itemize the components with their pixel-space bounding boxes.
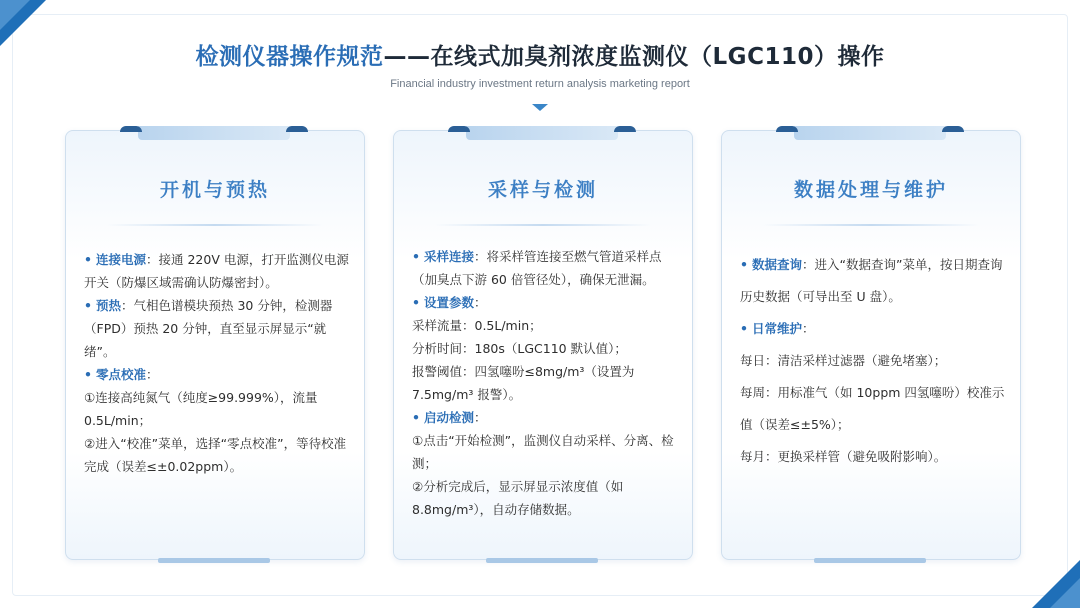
bullet: • — [740, 257, 748, 272]
card-paragraph — [412, 245, 678, 291]
corner-decoration-bottom-right-inner — [1050, 578, 1080, 608]
paragraph-heading: 连接电源 — [95, 252, 146, 267]
card-tab-decoration — [466, 126, 618, 140]
bullet: • — [84, 298, 92, 313]
card-title: 数据处理与维护 — [793, 179, 948, 201]
card-paragraph: ①点击“开始检测”，监测仪自动采样、分离、检测； — [412, 433, 674, 471]
card-divider — [106, 224, 324, 226]
page-title-rest: ——在线式加臭剂浓度监测仪（LGC110）操作 — [383, 44, 885, 70]
corner-decoration-top-left-inner — [0, 0, 30, 30]
card-paragraph: ②进入“校准”菜单，选择“零点校准”，等待校准完成（误差≤±0.02ppm）。 — [84, 436, 347, 474]
paragraph-text: ： — [146, 367, 159, 382]
card-paragraph — [412, 291, 678, 314]
card-paragraph — [84, 294, 350, 363]
paragraph-text: ：将采样管连接至燃气管道采样点（加臭点下游 60 倍管径处），确保无泄漏。 — [412, 249, 662, 287]
card-foot-decoration — [814, 558, 926, 563]
card-foot-decoration — [158, 558, 270, 563]
card-tab-decoration — [138, 126, 290, 140]
bullet: • — [84, 367, 92, 382]
card-foot-decoration — [486, 558, 598, 563]
card-body — [84, 248, 350, 478]
card-sampling-detection — [393, 130, 693, 560]
paragraph-heading: 日常维护 — [751, 321, 802, 336]
card-divider — [762, 224, 980, 226]
paragraph-heading: 设置参数 — [423, 295, 474, 310]
card-body — [412, 245, 678, 521]
card-paragraph — [740, 249, 1006, 313]
page-title-main: 检测仪器操作规范 — [195, 44, 384, 70]
paragraph-text: ：气相色谱模块预热 30 分钟，检测器（FPD）预热 20 分钟，直至显示屏显示“就绪”。 — [84, 298, 333, 359]
paragraph-heading: 数据查询 — [751, 257, 802, 272]
card-paragraph: ②分析完成后，显示屏显示浓度值（如 8.8mg/m³），自动存储数据。 — [412, 479, 624, 517]
card-divider — [434, 224, 652, 226]
bullet: • — [412, 295, 420, 310]
card-tab-decoration — [794, 126, 946, 140]
page-subtitle: Financial industry investment return analysis marketing report — [390, 78, 690, 90]
card-title: 采样与检测 — [487, 179, 598, 201]
paragraph-heading: 启动检测 — [423, 410, 474, 425]
card-paragraph — [84, 363, 350, 386]
paragraph-text: ： — [474, 410, 487, 425]
card-paragraph: 每周：用标准气（如 10ppm 四氢噻吩）校准示值（误差≤±5%）； — [740, 385, 1005, 432]
paragraph-heading: 零点校准 — [95, 367, 146, 382]
bullet: • — [412, 249, 420, 264]
paragraph-text: ： — [802, 321, 815, 336]
card-paragraph: 每日：清洁采样过滤器（避免堵塞）； — [740, 353, 947, 368]
card-paragraph: ①连接高纯氮气（纯度≥99.999%），流量 0.5L/min； — [84, 390, 318, 428]
card-paragraph: 报警阈值：四氢噻吩≤8mg/m³（设置为 7.5mg/m³ 报警）。 — [412, 364, 635, 402]
card-power-on-preheat — [65, 130, 365, 560]
card-paragraph: 每月：更换采样管（避免吸附影响）。 — [740, 449, 947, 464]
paragraph-text: ： — [474, 295, 487, 310]
card-paragraph: 分析时间：180s（LGC110 默认值）； — [412, 341, 627, 356]
bullet: • — [412, 410, 420, 425]
card-title: 开机与预热 — [159, 179, 270, 201]
paragraph-text: ：接通 220V 电源，打开监测仪电源开关（防爆区域需确认防爆密封）。 — [84, 252, 349, 290]
card-paragraph — [412, 406, 678, 429]
card-paragraph — [84, 248, 350, 294]
paragraph-heading: 采样连接 — [423, 249, 474, 264]
card-body — [740, 249, 1006, 473]
paragraph-text: ：进入“数据查询”菜单，按日期查询历史数据（可导出至 U 盘）。 — [740, 257, 1003, 304]
card-paragraph — [740, 313, 1006, 345]
page-title — [0, 38, 1080, 71]
card-data-maintenance — [721, 130, 1021, 560]
bullet: • — [84, 252, 92, 267]
bullet: • — [740, 321, 748, 336]
down-arrow-icon — [532, 104, 548, 111]
card-paragraph: 采样流量：0.5L/min； — [412, 318, 542, 333]
paragraph-heading: 预热 — [95, 298, 121, 313]
